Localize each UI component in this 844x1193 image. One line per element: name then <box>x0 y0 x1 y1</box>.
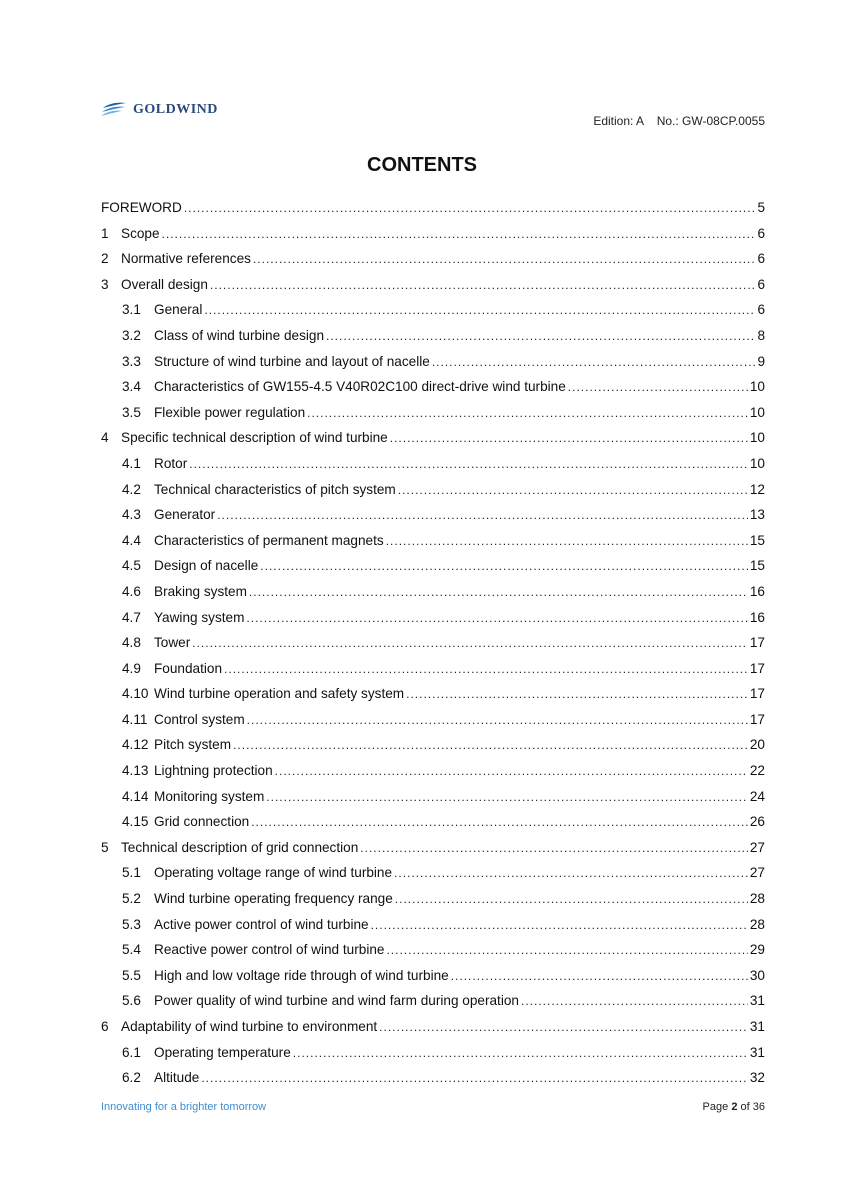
table-of-contents <box>101 195 765 1091</box>
toc-entry-label: Adaptability of wind turbine to environment <box>121 1019 378 1034</box>
toc-entry-number: 4.8 <box>122 635 141 651</box>
toc-entry-label: Operating temperature <box>154 1044 291 1060</box>
toc-entry-label: Grid connection <box>154 814 250 830</box>
toc-entry-label: Normative references <box>121 251 251 267</box>
toc-entry-label: Altitude <box>154 1070 200 1086</box>
toc-entry-number: 5.5 <box>122 967 141 983</box>
toc-entry[interactable] <box>101 400 765 426</box>
toc-entry-number: 5 <box>101 839 109 855</box>
toc-entry-page: 16 <box>749 609 765 625</box>
toc-entry[interactable] <box>101 784 765 810</box>
toc-entry-page: 26 <box>749 814 765 830</box>
toc-entry-number: 4.2 <box>122 481 141 497</box>
toc-dot-leader <box>246 606 747 632</box>
toc-entry-page: 27 <box>749 865 765 881</box>
toc-entry-number: 5.4 <box>122 942 141 958</box>
toc-entry-page: 31 <box>749 993 765 1009</box>
toc-entry-number: 6.2 <box>122 1070 141 1086</box>
toc-entry[interactable] <box>101 758 765 784</box>
toc-dot-leader <box>406 682 748 708</box>
toc-entry[interactable] <box>101 246 765 272</box>
toc-entry[interactable] <box>101 349 765 375</box>
toc-entry-page: 22 <box>749 763 765 779</box>
toc-dot-leader <box>307 401 748 427</box>
toc-entry-label: High and low voltage ride through of wind turbine <box>154 967 449 983</box>
toc-entry[interactable] <box>101 605 765 631</box>
toc-entry-page: 17 <box>749 635 765 651</box>
toc-entry-number: 6.1 <box>122 1044 141 1060</box>
toc-entry-label: Rotor <box>154 455 188 471</box>
toc-entry[interactable] <box>101 835 765 861</box>
toc-dot-leader <box>386 938 747 964</box>
toc-entry-label: Control system <box>154 711 245 727</box>
toc-entry-label: Flexible power regulation <box>154 404 306 420</box>
toc-entry-page: 28 <box>749 916 765 932</box>
toc-entry-number: 3.5 <box>122 404 141 420</box>
toc-entry[interactable] <box>101 912 765 938</box>
toc-dot-leader <box>189 452 748 478</box>
toc-entry-label: FOREWORD <box>101 200 182 215</box>
page-current: 2 <box>731 1101 738 1113</box>
page-sep: of <box>740 1101 750 1113</box>
toc-entry-label: Characteristics of GW155-4.5 V40R02C100 direct-drive wind turbine <box>154 379 566 395</box>
toc-entry-label: General <box>154 302 203 318</box>
toc-dot-leader <box>247 708 748 734</box>
toc-entry-number: 3.4 <box>122 379 141 395</box>
toc-dot-leader <box>379 1015 748 1041</box>
footer-slogan: Innovating for a brighter tomorrow <box>101 1101 267 1113</box>
toc-entry[interactable] <box>101 553 765 579</box>
toc-entry-number: 3.3 <box>122 353 141 369</box>
toc-entry[interactable] <box>101 681 765 707</box>
toc-dot-leader <box>432 350 756 376</box>
toc-entry-number: 4.15 <box>122 814 149 830</box>
toc-dot-leader <box>568 375 748 401</box>
toc-entry-number: 4.6 <box>122 583 141 599</box>
toc-entry-number: 4.9 <box>122 660 141 676</box>
toc-entry-label: Design of nacelle <box>154 558 259 574</box>
toc-entry[interactable] <box>101 630 765 656</box>
toc-entry-label: Yawing system <box>154 609 245 625</box>
toc-entry-label: Foundation <box>154 660 223 676</box>
toc-dot-leader <box>204 298 755 324</box>
toc-dot-leader <box>249 580 748 606</box>
logo-text: GOLDWIND <box>133 102 218 117</box>
toc-dot-leader <box>253 247 755 273</box>
toc-entry-page: 24 <box>749 788 765 804</box>
toc-entry-label: Monitoring system <box>154 788 265 804</box>
toc-entry-number: 4.4 <box>122 532 141 548</box>
toc-entry[interactable] <box>101 656 765 682</box>
toc-dot-leader <box>201 1066 748 1092</box>
toc-entry-page: 29 <box>749 942 765 958</box>
toc-entry-page: 6 <box>757 225 765 241</box>
toc-entry[interactable] <box>101 579 765 605</box>
toc-dot-leader <box>192 631 748 657</box>
toc-dot-leader <box>394 861 748 887</box>
toc-entry-page: 5 <box>757 200 765 215</box>
page-prefix: Page <box>702 1101 729 1113</box>
toc-entry-label: Lightning protection <box>154 763 273 779</box>
toc-entry-number: 4.12 <box>122 737 149 753</box>
toc-entry-number: 4.5 <box>122 558 141 574</box>
toc-dot-leader <box>224 657 748 683</box>
toc-dot-leader <box>371 913 748 939</box>
toc-entry[interactable] <box>101 707 765 733</box>
toc-entry-page: 28 <box>749 891 765 907</box>
toc-entry-number: 4.14 <box>122 788 149 804</box>
toc-entry[interactable] <box>101 809 765 835</box>
toc-entry-label: Structure of wind turbine and layout of nacelle <box>154 353 430 369</box>
toc-dot-leader <box>275 759 748 785</box>
toc-entry-label: Class of wind turbine design <box>154 327 325 343</box>
toc-dot-leader <box>162 222 756 248</box>
toc-entry-number: 4.7 <box>122 609 141 625</box>
toc-entry-label: Specific technical description of wind turbine <box>121 430 388 446</box>
toc-entry-label: Active power control of wind turbine <box>154 916 369 932</box>
toc-dot-leader <box>451 964 748 990</box>
toc-entry[interactable] <box>101 374 765 400</box>
toc-entry[interactable] <box>101 477 765 503</box>
toc-entry[interactable] <box>101 937 765 963</box>
goldwind-wing-icon <box>101 102 127 118</box>
toc-dot-leader <box>360 836 748 862</box>
toc-entry-number: 4.3 <box>122 507 141 523</box>
company-logo <box>101 102 218 118</box>
toc-entry[interactable] <box>101 195 765 221</box>
page-total: 36 <box>752 1101 765 1113</box>
toc-entry-page: 17 <box>749 686 765 702</box>
page-title: CONTENTS <box>367 154 477 176</box>
toc-entry-page: 31 <box>749 1044 765 1060</box>
toc-entry-page: 20 <box>749 737 765 753</box>
toc-entry-page: 6 <box>757 251 765 267</box>
toc-entry-number: 5.1 <box>122 865 141 881</box>
toc-entry-page: 17 <box>749 711 765 727</box>
toc-entry[interactable] <box>101 988 765 1014</box>
toc-entry-number: 2 <box>101 251 109 267</box>
toc-entry[interactable] <box>101 502 765 528</box>
toc-entry-page: 8 <box>757 327 765 343</box>
toc-entry-page: 27 <box>749 839 765 855</box>
toc-entry-label: Operating voltage range of wind turbine <box>154 865 393 881</box>
toc-entry-page: 17 <box>749 660 765 676</box>
toc-dot-leader <box>260 554 748 580</box>
toc-dot-leader <box>266 785 748 811</box>
toc-dot-leader <box>233 733 748 759</box>
toc-dot-leader <box>521 989 748 1015</box>
toc-entry-label: Scope <box>121 225 160 241</box>
document-edition-info <box>583 114 765 128</box>
toc-entry-number: 5.6 <box>122 993 141 1009</box>
toc-entry-page: 30 <box>749 967 765 983</box>
toc-entry-number: 4 <box>101 430 109 446</box>
toc-entry-number: 6 <box>101 1019 109 1034</box>
toc-entry-number: 4.10 <box>122 686 149 702</box>
toc-entry-number: 3.2 <box>122 327 141 343</box>
toc-dot-leader <box>395 887 748 913</box>
toc-entry-page: 32 <box>749 1070 765 1086</box>
toc-entry-page: 10 <box>749 455 765 471</box>
toc-entry-page: 10 <box>749 379 765 395</box>
toc-entry-label: Wind turbine operation and safety system <box>154 686 405 702</box>
toc-dot-leader <box>251 810 748 836</box>
toc-entry-number: 4.13 <box>122 763 149 779</box>
toc-entry[interactable] <box>101 1065 765 1091</box>
toc-entry[interactable] <box>101 860 765 886</box>
toc-entry-label: Pitch system <box>154 737 232 753</box>
toc-entry-label: Technical characteristics of pitch system <box>154 481 396 497</box>
toc-entry-page: 6 <box>757 276 765 292</box>
toc-entry-page: 16 <box>749 583 765 599</box>
toc-entry-label: Reactive power control of wind turbine <box>154 942 385 958</box>
toc-entry-page: 6 <box>757 302 765 318</box>
toc-entry-number: 5.2 <box>122 891 141 907</box>
toc-entry-page: 12 <box>749 481 765 497</box>
toc-entry-number: 4.1 <box>122 455 141 471</box>
toc-entry[interactable] <box>101 1014 765 1040</box>
toc-entry[interactable] <box>101 221 765 247</box>
toc-entry[interactable] <box>101 528 765 554</box>
toc-entry-label: Tower <box>154 635 191 651</box>
toc-entry[interactable] <box>101 272 765 298</box>
toc-entry-page: 15 <box>749 532 765 548</box>
toc-entry[interactable] <box>101 323 765 349</box>
toc-entry-page: 10 <box>749 404 765 420</box>
toc-entry-label: Power quality of wind turbine and wind farm during operation <box>154 993 519 1009</box>
toc-entry-page: 9 <box>757 353 765 369</box>
toc-dot-leader <box>217 503 748 529</box>
toc-entry-label: Braking system <box>154 583 247 599</box>
toc-entry-number: 1 <box>101 225 109 241</box>
document-number: No.: GW-08CP.0055 <box>656 114 765 128</box>
toc-entry-number: 3 <box>101 276 109 292</box>
toc-entry[interactable] <box>101 732 765 758</box>
toc-entry-number: 3.1 <box>122 302 141 318</box>
toc-entry-page: 31 <box>749 1019 765 1034</box>
toc-entry-label: Characteristics of permanent magnets <box>154 532 384 548</box>
edition-label: Edition: A <box>593 114 644 128</box>
toc-entry[interactable] <box>101 297 765 323</box>
toc-dot-leader <box>293 1041 748 1067</box>
toc-entry[interactable] <box>101 963 765 989</box>
toc-entry[interactable] <box>101 1040 765 1066</box>
toc-dot-leader <box>386 529 748 555</box>
toc-entry[interactable] <box>101 425 765 451</box>
toc-entry-label: Generator <box>154 507 216 523</box>
toc-entry-page: 10 <box>749 430 765 446</box>
toc-entry-number: 4.11 <box>122 711 148 727</box>
page-number <box>703 1101 765 1113</box>
toc-dot-leader <box>326 324 755 350</box>
toc-entry-label: Technical description of grid connection <box>121 839 359 855</box>
toc-dot-leader <box>184 196 756 222</box>
toc-entry-label: Wind turbine operating frequency range <box>154 891 393 907</box>
toc-entry[interactable] <box>101 451 765 477</box>
toc-entry[interactable] <box>101 886 765 912</box>
toc-dot-leader <box>398 478 748 504</box>
toc-dot-leader <box>210 273 756 299</box>
toc-entry-label: Overall design <box>121 276 208 292</box>
toc-entry-page: 13 <box>749 507 765 523</box>
toc-entry-number: 5.3 <box>122 916 141 932</box>
toc-entry-page: 15 <box>749 558 765 574</box>
toc-dot-leader <box>390 426 748 452</box>
